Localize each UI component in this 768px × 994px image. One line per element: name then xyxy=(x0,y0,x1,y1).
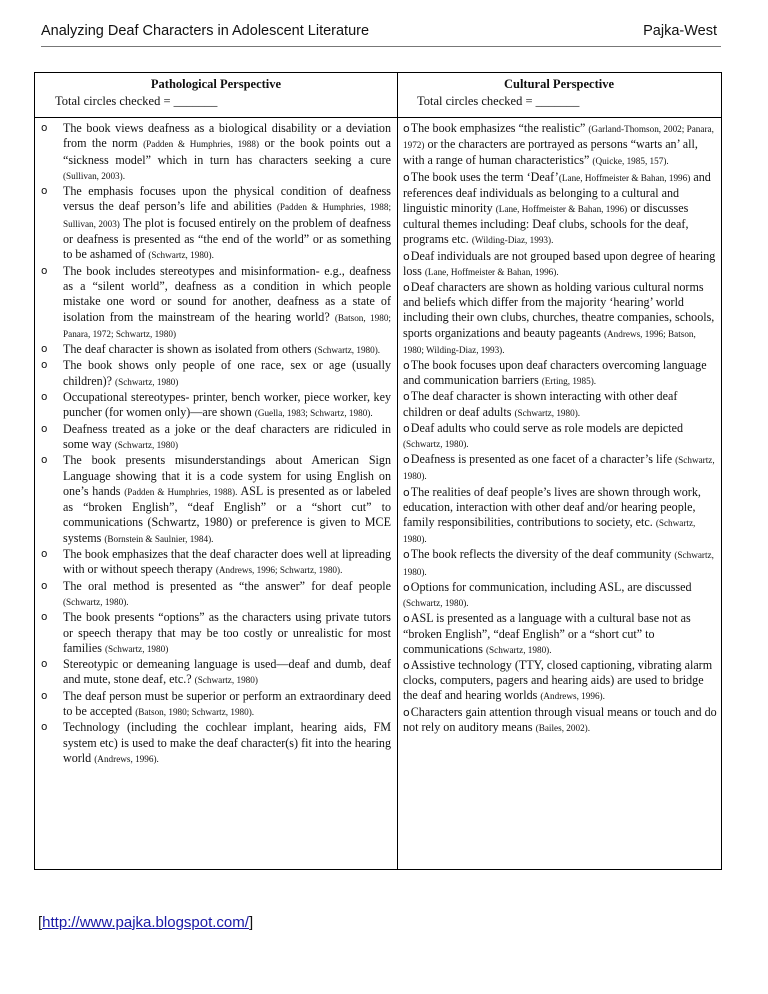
checkbox-circle-icon[interactable]: o xyxy=(403,612,410,626)
pathological-criterion-item xyxy=(41,264,391,342)
criterion-text: The book presents “options” as the characters using private tutors or speech therapy that may be too costly or unrealistic for most families xyxy=(63,610,391,655)
criterion-text: The book emphasizes that the deaf character does well at lipreading with or without speech therapy xyxy=(63,547,391,577)
checkbox-circle-icon[interactable]: o xyxy=(403,658,410,672)
criterion-text: Deaf characters are shown as holding various cultural norms and beliefs which differ from the majority ‘hearing’ world including their own clubs, churches, theatre companies, schools, sports organizations and beauty pageants xyxy=(403,280,715,340)
checkbox-circle-icon[interactable]: o xyxy=(41,185,48,198)
checkbox-circle-icon[interactable]: o xyxy=(403,170,410,184)
pathological-heading: Pathological Perspective xyxy=(150,77,282,91)
pathological-criterion-item xyxy=(41,689,391,721)
criterion-text: The book reflects the diversity of the deaf community xyxy=(410,547,675,562)
criterion-text: The book uses the term ‘Deaf’ xyxy=(410,169,559,184)
pathological-criterion-item xyxy=(41,184,391,263)
checkbox-circle-icon[interactable]: o xyxy=(403,390,410,404)
citation: (Erting, 1985). xyxy=(541,376,597,387)
citation: (Schwartz, 1980) xyxy=(115,376,179,387)
criterion-text: The deaf character is shown as isolated from others xyxy=(63,342,315,357)
document-title: Analyzing Deaf Characters in Adolescent Literature xyxy=(41,23,370,39)
cultural-criterion-item xyxy=(401,485,718,548)
pathological-criterion-item xyxy=(41,579,391,611)
cultural-criterion-item xyxy=(401,547,718,579)
perspective-table xyxy=(34,72,722,870)
criterion-text: Options for communication, including ASL, are discussed xyxy=(410,579,692,594)
pathological-criterion-item xyxy=(41,610,391,657)
criterion-text: Stereotypic or demeaning language is used—deaf and dumb, deaf and mute, stone deaf, etc.? xyxy=(63,657,391,687)
criterion-text: The book presents misunderstandings about American Sign Language showing that it is a code system for using English on one’s hands xyxy=(63,453,391,498)
citation: (Bornstein & Saulnier, 1984). xyxy=(104,533,214,544)
cultural-criterion-item xyxy=(401,452,718,484)
checkbox-circle-icon[interactable]: o xyxy=(41,579,48,592)
criterion-text: or discusses cultural themes including: Deaf clubs, schools for the deaf, programs etc. xyxy=(403,201,689,247)
author-name: Pajka-West xyxy=(643,23,717,39)
criterion-text: The book emphasizes “the realistic” xyxy=(410,121,589,135)
citation: (Schwartz, 1980) xyxy=(114,439,179,450)
table-column-divider xyxy=(397,72,398,869)
citation: (Padden & Humphries, 1988; Sullivan, 2003) xyxy=(63,202,391,229)
cultural-criterion-item xyxy=(401,389,718,420)
checkbox-circle-icon[interactable]: o xyxy=(41,721,48,734)
pathological-criterion-item xyxy=(41,390,391,422)
citation: (Schwartz, 1980) xyxy=(104,643,169,654)
pathological-criterion-item xyxy=(41,422,391,454)
criterion-text: Characters gain attention through visual means or touch and do not rely on auditory means xyxy=(403,704,717,734)
footer-open-bracket: [ xyxy=(38,914,43,931)
criterion-text: and references deaf individuals as belonging to a cultural and linguistic minority xyxy=(403,169,711,216)
citation: (Andrews, 1996; Schwartz, 1980). xyxy=(215,565,343,576)
criterion-text: The plot is focused entirely on the problem of deafness or deafness is presented as “the end of the world” or as something to be ashamed of xyxy=(63,215,391,262)
cultural-criterion-item xyxy=(401,580,718,611)
pathological-criterion-item xyxy=(41,657,391,689)
criterion-text: The book views deafness as a biological disability or a deviation from the norm xyxy=(63,121,391,151)
citation: (Garland-Thomson, 2002; Panara, 1972) xyxy=(403,124,714,151)
checkbox-circle-icon[interactable]: o xyxy=(403,122,410,135)
criterion-text: The realities of deaf people’s lives are shown through work, education, interaction with other deaf and/or hearing people, family responsibilities, contributions to society, etc. xyxy=(403,484,701,530)
table-header-divider xyxy=(35,117,721,118)
citation: (Andrews, 1996). xyxy=(94,753,159,764)
cultural-criterion-item xyxy=(401,280,718,358)
criterion-text: or the book points out a “sickness model” which in turn has characters seeking a cure xyxy=(63,136,391,167)
citation: (Bailes, 2002). xyxy=(535,722,591,733)
checkbox-circle-icon[interactable]: o xyxy=(403,453,410,467)
citation: (Schwartz, 1980). xyxy=(403,598,469,609)
header-divider xyxy=(41,46,721,47)
criterion-text: Deaf individuals are not grouped based upon degree of hearing loss xyxy=(403,248,716,278)
criterion-text: Assistive technology (TTY, closed captioning, vibrating alarm clocks, computers, pagers and hearing aids) are used to bridge the deaf and hearing worlds xyxy=(403,657,713,703)
citation: (Lane, Hoffmeister & Bahan, 1996) xyxy=(558,172,691,183)
citation: (Sullivan, 2003). xyxy=(63,170,126,181)
criterion-text: The deaf person must be superior or perform an extraordinary deed to be accepted xyxy=(63,688,391,718)
citation: (Schwartz, 1980). xyxy=(148,250,214,261)
citation: (Schwartz, 1980). xyxy=(403,455,715,482)
checkbox-circle-icon[interactable]: o xyxy=(41,611,48,624)
checkbox-circle-icon[interactable]: o xyxy=(403,548,410,562)
cultural-criterion-item xyxy=(401,358,718,389)
checkbox-circle-icon[interactable]: o xyxy=(403,249,410,263)
pathological-criterion-item xyxy=(41,121,391,184)
pathological-count-field: Total circles checked = _______ xyxy=(55,94,218,108)
checkbox-circle-icon[interactable]: o xyxy=(41,264,48,277)
criterion-text: Deaf adults who could serve as role models are depicted xyxy=(410,420,684,435)
checkbox-circle-icon[interactable]: o xyxy=(41,658,48,671)
table-top-border xyxy=(35,72,721,73)
pathological-criterion-item xyxy=(41,547,391,579)
criterion-text: Deafness treated as a joke or the deaf characters are ridiculed in some way xyxy=(63,421,391,451)
checkbox-circle-icon[interactable]: o xyxy=(41,343,48,356)
pathological-header-cell xyxy=(41,76,391,110)
footer-close-bracket: ] xyxy=(248,914,254,931)
checkbox-circle-icon[interactable]: o xyxy=(403,281,410,295)
checkbox-circle-icon[interactable]: o xyxy=(403,705,410,719)
checkbox-circle-icon[interactable]: o xyxy=(41,548,48,561)
cultural-criterion-item xyxy=(401,421,718,452)
citation: (Batson, 1980; Schwartz, 1980). xyxy=(135,706,255,717)
criterion-text: or the characters are portrayed as persons “warts an’ all, with a range of human characteristics” xyxy=(403,137,698,168)
checkbox-circle-icon[interactable]: o xyxy=(41,454,48,467)
cultural-header-cell xyxy=(403,76,715,110)
citation: (Schwartz, 1980). xyxy=(403,518,696,545)
citation: (Lane, Hoffmeister & Bahan, 1996) xyxy=(495,204,628,215)
citation: (Batson, 1980; Panara, 1972; Schwartz, 1980) xyxy=(63,312,391,339)
checkbox-circle-icon[interactable]: o xyxy=(41,689,48,702)
citation: (Andrews, 1996). xyxy=(540,691,605,702)
pathological-criteria-list xyxy=(41,121,391,767)
criterion-text: The emphasis focuses upon the physical condition of deafness versus the deaf person’s life and abilities xyxy=(63,184,391,214)
checkbox-circle-icon[interactable]: o xyxy=(403,485,410,499)
citation: (Schwartz, 1980). xyxy=(403,439,469,450)
checkbox-circle-icon[interactable]: o xyxy=(41,359,48,372)
cultural-count-field: Total circles checked = _______ xyxy=(417,94,580,108)
citation: (Padden & Humphries, 1988) xyxy=(143,139,260,150)
criterion-text: The book focuses upon deaf characters overcoming language and communication barriers xyxy=(403,358,707,388)
cultural-criteria-list xyxy=(401,121,718,736)
citation: (Padden & Humphries, 1988). xyxy=(124,486,238,497)
checkbox-circle-icon[interactable]: o xyxy=(41,122,48,134)
footer xyxy=(38,914,253,931)
cultural-criterion-item xyxy=(401,170,718,249)
pathological-criterion-item xyxy=(41,453,391,547)
criterion-text: Occupational stereotypes- printer, bench worker, piece worker, key puncher (for women only)—are shown xyxy=(63,390,391,420)
criterion-text: Deafness is presented as one facet of a character’s life xyxy=(410,452,676,467)
citation: (Schwartz, 1980). xyxy=(514,407,581,418)
citation: (Wilding-Diaz, 1993). xyxy=(471,235,554,246)
citation: (Lane, Hoffmeister & Bahan, 1996). xyxy=(424,266,559,277)
citation: (Schwartz, 1980). xyxy=(485,644,552,655)
citation: (Andrews, 1996; Batson, 1980; Wilding-Diaz, 1993). xyxy=(403,328,696,355)
criterion-text: The oral method is presented as “the answer” for deaf people xyxy=(63,578,391,593)
cultural-criterion-item xyxy=(401,658,718,705)
citation: (Schwartz, 1980). xyxy=(314,345,381,356)
cultural-criterion-item xyxy=(401,121,718,170)
cultural-criterion-item xyxy=(401,249,718,280)
criterion-text: The book shows only people of one race, sex or age (usually children)? xyxy=(63,358,391,388)
checkbox-circle-icon[interactable]: o xyxy=(403,359,410,373)
cultural-heading: Cultural Perspective xyxy=(503,77,615,91)
citation: (Schwartz, 1980) xyxy=(194,675,258,686)
criterion-text: The book includes stereotypes and misinformation- e.g., deafness as a “silent world”, deafness as a condition in which people mistake one word or sound for another, deafness as a state of isolation from the mainstream of the hearing world? xyxy=(63,263,391,324)
citation: (Schwartz, 1980). xyxy=(63,596,129,607)
checkbox-circle-icon[interactable]: o xyxy=(403,580,410,594)
checkbox-circle-icon[interactable]: o xyxy=(403,421,410,435)
criterion-text: ASL is presented as a language with a cultural base not as “broken English”, “deaf English” or a “short cut” to communications xyxy=(403,611,691,656)
pathological-criterion-item xyxy=(41,720,391,767)
pathological-criterion-item xyxy=(41,342,391,358)
cultural-criterion-item xyxy=(401,705,718,736)
pathological-criterion-item xyxy=(41,358,391,390)
checkbox-circle-icon[interactable]: o xyxy=(41,391,48,404)
blog-link[interactable]: http://www.pajka.blogspot.com/ xyxy=(42,914,249,931)
citation: (Quicke, 1985, 157). xyxy=(592,156,669,167)
criterion-text: ASL is presented as or labeled as “broken English”, “deaf English” or a “short cut” to communications (Schwartz, 1980) or preference is given to MCE systems xyxy=(63,483,392,545)
citation: (Schwartz, 1980). xyxy=(403,550,714,577)
criterion-text: The deaf character is shown interacting with other deaf children or deaf adults xyxy=(403,389,678,419)
citation: (Guella, 1983; Schwartz, 1980). xyxy=(254,408,373,419)
checkbox-circle-icon[interactable]: o xyxy=(41,422,48,435)
cultural-criterion-item xyxy=(401,611,718,658)
criterion-text: Technology (including the cochlear implant, hearing aids, FM system etc) is used to make the deaf character(s) fit into the hearing world xyxy=(63,720,391,765)
